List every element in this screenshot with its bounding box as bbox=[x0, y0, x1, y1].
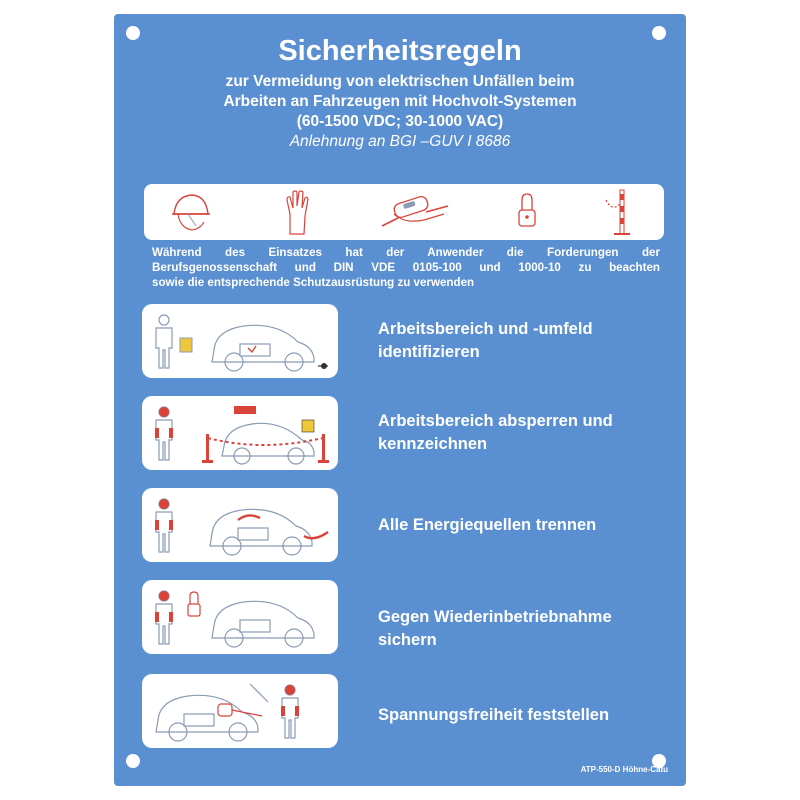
identify-workspace-icon bbox=[142, 304, 338, 378]
step-card-5 bbox=[142, 674, 338, 748]
intro-paragraph bbox=[152, 245, 660, 290]
ppe-icon-bar bbox=[144, 184, 664, 240]
intro-line: sowie die entsprechende Schutzausrüstung zu verwenden bbox=[152, 276, 475, 289]
step-text-2 bbox=[378, 410, 668, 456]
step-card-3 bbox=[142, 488, 338, 562]
subtitle-line: Arbeiten an Fahrzeugen mit Hochvolt-Systemen bbox=[223, 93, 577, 110]
barrier-post-icon bbox=[602, 184, 642, 240]
step-card-2 bbox=[142, 396, 338, 470]
secure-against-restart-icon bbox=[142, 580, 338, 654]
helmet-face-shield-icon bbox=[166, 184, 216, 240]
lockout-padlock-icon bbox=[512, 184, 542, 240]
intro-line: Während des Einsatzes hat der Anwender die Forderungen der bbox=[152, 246, 660, 259]
sign-subtitle bbox=[114, 72, 686, 152]
standard-reference: Anlehnung an BGI –GUV I 8686 bbox=[289, 133, 511, 150]
subtitle-line: zur Vermeidung von elektrischen Unfällen beim bbox=[225, 73, 575, 90]
insulating-glove-icon bbox=[276, 184, 316, 240]
step-label-line: sichern bbox=[378, 631, 437, 649]
step-label-line: Gegen Wiederinbetriebnahme bbox=[378, 608, 612, 626]
step-text-1 bbox=[378, 318, 668, 364]
intro-line: Berufsgenossenschaft und DIN VDE 0105-100 und 1000-10 zu beachten bbox=[152, 261, 660, 274]
step-label-line: Spannungsfreiheit feststellen bbox=[378, 706, 610, 724]
subtitle-line: (60-1500 VDC; 30-1000 VAC) bbox=[296, 113, 504, 130]
step-label-line: kennzeichnen bbox=[378, 435, 488, 453]
sign-title: Sicherheitsregeln bbox=[278, 35, 522, 67]
product-code: ATP-550-D Höhne-Catu bbox=[580, 765, 668, 774]
step-text-4 bbox=[378, 606, 668, 652]
verify-no-voltage-icon bbox=[142, 674, 338, 748]
step-text-3 bbox=[378, 514, 668, 537]
step-card-4 bbox=[142, 580, 338, 654]
step-card-1 bbox=[142, 304, 338, 378]
step-label-line: Alle Energiequellen trennen bbox=[378, 516, 597, 534]
step-label-line: Arbeitsbereich und -umfeld bbox=[378, 320, 593, 338]
step-text-5 bbox=[378, 704, 668, 727]
cordon-off-area-icon bbox=[142, 396, 338, 470]
mounting-hole bbox=[126, 754, 140, 768]
step-label-line: Arbeitsbereich absperren und bbox=[378, 412, 613, 430]
step-label-line: identifizieren bbox=[378, 343, 480, 361]
voltage-tester-icon bbox=[374, 184, 464, 240]
safety-sign bbox=[114, 14, 686, 786]
disconnect-power-icon bbox=[142, 488, 338, 562]
